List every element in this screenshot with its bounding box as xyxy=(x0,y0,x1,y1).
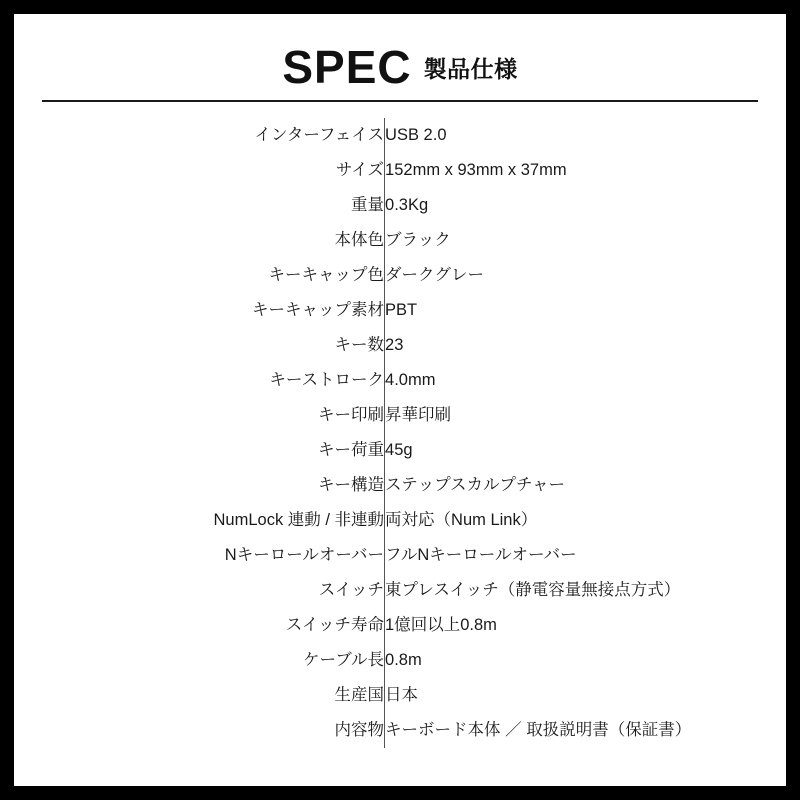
table-row xyxy=(14,293,786,328)
table-row xyxy=(14,503,786,538)
table-row xyxy=(14,258,786,293)
spec-value: ステップスカルプチャー xyxy=(385,468,786,503)
spec-label: 生産国 xyxy=(334,686,385,704)
spec-value: 152mm x 93mm x 37mm xyxy=(385,153,786,188)
spec-label: 内容物 xyxy=(334,721,385,739)
spec-value: 23 xyxy=(385,328,786,363)
page-title: SPEC xyxy=(282,41,412,93)
table-row xyxy=(14,363,786,398)
spec-header xyxy=(14,40,786,94)
table-row xyxy=(14,223,786,258)
spec-value: 1億回以上0.8m xyxy=(385,608,786,643)
table-row xyxy=(14,678,786,713)
specification-table xyxy=(14,118,786,748)
header-divider xyxy=(42,100,758,102)
table-row xyxy=(14,643,786,678)
spec-value: ブラック xyxy=(385,223,786,258)
spec-label: キーキャップ色 xyxy=(268,266,385,284)
spec-label: スイッチ xyxy=(318,581,385,599)
spec-label: キー荷重 xyxy=(318,441,385,459)
spec-label: NumLock 連動 / 非連動 xyxy=(213,511,385,529)
spec-value: 0.3Kg xyxy=(385,188,786,223)
table-row xyxy=(14,328,786,363)
spec-value: 45g xyxy=(385,433,786,468)
spec-value: 4.0mm xyxy=(385,363,786,398)
table-row xyxy=(14,118,786,153)
spec-value: キーボード本体 ／ 取扱説明書（保証書） xyxy=(385,713,786,748)
spec-value: 東プレスイッチ（静電容量無接点方式） xyxy=(385,573,786,608)
table-row xyxy=(14,608,786,643)
spec-value: 日本 xyxy=(385,678,786,713)
table-row xyxy=(14,713,786,748)
spec-label: Nキーロールオーバー xyxy=(224,546,385,564)
spec-value: PBT xyxy=(385,293,786,328)
spec-label: キーストローク xyxy=(269,371,385,389)
spec-table-body xyxy=(14,118,786,748)
table-row xyxy=(14,468,786,503)
table-row xyxy=(14,538,786,573)
spec-label: キー構造 xyxy=(318,476,385,494)
spec-label: キーキャップ素材 xyxy=(252,301,385,319)
table-row xyxy=(14,398,786,433)
spec-value: フルNキーロールオーバー xyxy=(385,538,786,573)
spec-label: ケーブル長 xyxy=(303,651,385,669)
page-subtitle: 製品仕様 xyxy=(423,55,518,82)
spec-label: キー数 xyxy=(334,336,385,354)
spec-label: サイズ xyxy=(335,161,385,179)
spec-value: 両対応（Num Link） xyxy=(385,503,786,538)
spec-label: 重量 xyxy=(351,196,385,214)
spec-label: キー印刷 xyxy=(318,406,385,424)
spec-label: 本体色 xyxy=(334,231,385,249)
spec-value: 昇華印刷 xyxy=(385,398,786,433)
spec-sheet xyxy=(14,14,786,786)
table-row xyxy=(14,433,786,468)
spec-value: 0.8m xyxy=(385,643,786,678)
spec-value: USB 2.0 xyxy=(385,118,786,153)
spec-label: インターフェイス xyxy=(254,126,385,144)
spec-label: スイッチ寿命 xyxy=(285,616,385,634)
table-row xyxy=(14,153,786,188)
table-row xyxy=(14,573,786,608)
spec-value: ダークグレー xyxy=(385,258,786,293)
table-row xyxy=(14,188,786,223)
